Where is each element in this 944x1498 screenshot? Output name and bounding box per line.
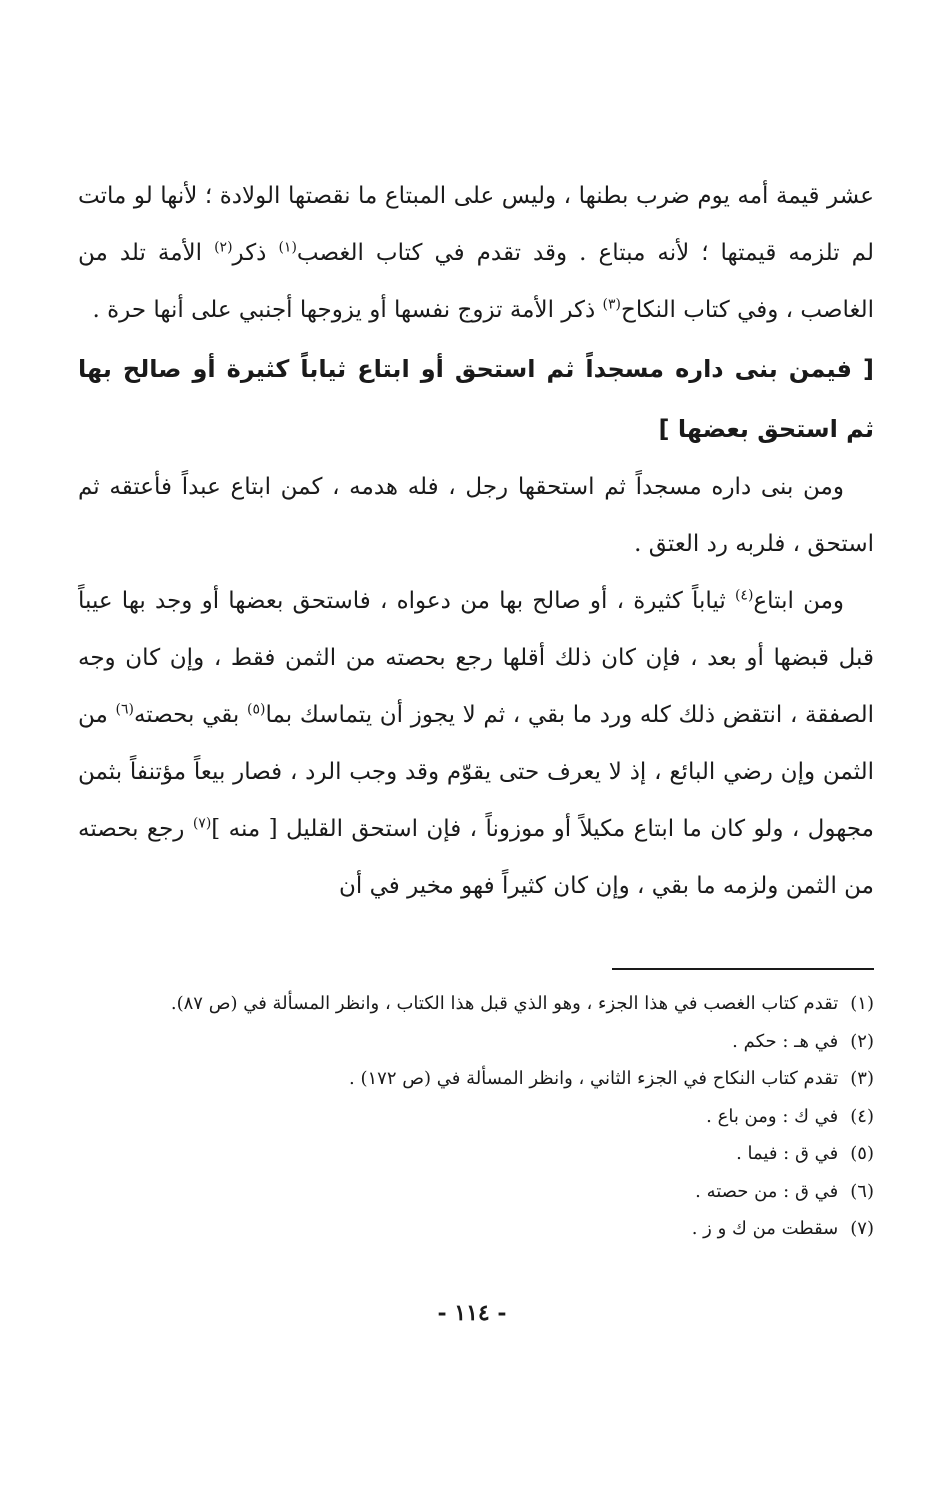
footnote-marker: (٤) bbox=[734, 587, 754, 604]
footnote-number: (٧) bbox=[850, 1218, 874, 1239]
footnote-item bbox=[78, 985, 874, 1023]
footnote-text: في ق : فيما . bbox=[736, 1143, 839, 1164]
footnote-item bbox=[78, 1023, 874, 1061]
text-run: رجع بحصته من الثمن ولزمه ما بقي ، وإن كان كثيراً فهو مخير في أن bbox=[78, 816, 874, 899]
section-heading: [ فيمن بنى داره مسجداً ثم استحق أو ابتاع ثياباً كثيرة أو صالح بها ثم استحق بعضها ] bbox=[78, 355, 874, 443]
footnote-text: تقدم كتاب الغصب في هذا الجزء ، وهو الذي قبل هذا الكتاب ، وانظر المسألة في (ص ٨٧). bbox=[170, 993, 839, 1014]
footnote-separator bbox=[612, 968, 874, 970]
text-run: ومن بنى داره مسجداً ثم استحقها رجل ، فله هدمه ، كمن ابتاع عبداً فأعتقه ثم استحق ، فلربه رد العتق . bbox=[78, 474, 874, 557]
footnote-text: في هـ : حكم . bbox=[732, 1030, 839, 1052]
paragraph-2 bbox=[78, 459, 874, 573]
footnote-text: في ق : من حصته . bbox=[695, 1180, 839, 1202]
footnote-text: في ك : ومن باع . bbox=[706, 1105, 839, 1127]
text-run: ذكر الأمة تزوج نفسها أو يزوجها أجنبي على أنها حرة . bbox=[92, 297, 603, 323]
footnote-number: (٣) bbox=[850, 1068, 874, 1089]
main-text bbox=[78, 168, 874, 915]
footnote-marker: (٧) bbox=[192, 815, 212, 832]
text-run: ذكر bbox=[232, 240, 279, 266]
footnote-item bbox=[78, 1060, 874, 1098]
footnote-item bbox=[78, 1098, 874, 1136]
paragraph-1 bbox=[78, 168, 874, 339]
footnote-number: (٤) bbox=[850, 1105, 874, 1127]
page-number: - ١١٤ - bbox=[437, 1300, 507, 1326]
text-run: عشر قيمة أمه يوم ضرب بطنها ، وليس على المبتاع ما نقصتها الولادة ؛ لأنها لو ماتت لم تلزمه قيمتها ؛ لأنه مبتاع . وقد تقدم في كتاب الغصب bbox=[78, 183, 874, 266]
footnote-text: تقدم كتاب النكاح في الجزء الثاني ، وانظر المسألة في (ص ١٧٢) . bbox=[349, 1068, 839, 1089]
footnote-number: (٢) bbox=[850, 1030, 874, 1052]
footnote-text: سقطت من ك و ز . bbox=[691, 1218, 839, 1239]
text-run: الأمة تلد من الغاصب ، وفي كتاب النكاح bbox=[78, 240, 874, 323]
paragraph-3 bbox=[78, 573, 874, 915]
footnote-item bbox=[78, 1173, 874, 1211]
footnote-marker: (٢) bbox=[214, 239, 233, 256]
footnote-item bbox=[78, 1135, 874, 1173]
text-run: من الثمن وإن رضي البائع ، إذ لا يعرف حتى يقوّم وقد وجب الرد ، فصار بيعاً مؤتنفاً بثمن مجهول ، ولو كان ما ابتاع مكيلاً أو موزوناً ، فإن استحق القليل [ منه ] bbox=[78, 702, 874, 842]
footnote-marker: (٥) bbox=[246, 701, 266, 718]
text-run: ومن ابتاع bbox=[753, 588, 844, 614]
footnote-marker: (١) bbox=[278, 239, 297, 256]
text-run: ثياباً كثيرة ، أو صالح بها من دعواه ، فاستحق بعضها أو وجد بها عيباً قبل قبضها أو بعد ، فإن كان ذلك أقلها رجع بحصته من الثمن فقط ، وإن كان وجه الصفقة ، انتقض ذلك كله ورد ما بقي ، ثم لا يجوز أن يتماسك بما bbox=[78, 588, 875, 728]
footnote-item bbox=[78, 1210, 874, 1248]
text-run: بقي بحصته bbox=[133, 702, 247, 728]
footnote-marker: (٦) bbox=[115, 701, 134, 718]
footnote-number: (٦) bbox=[850, 1180, 874, 1202]
footnote-number: (١) bbox=[850, 993, 874, 1014]
footnote-marker: (٣) bbox=[602, 296, 621, 313]
footnote-number: (٥) bbox=[850, 1143, 874, 1164]
footnotes bbox=[78, 985, 874, 1248]
